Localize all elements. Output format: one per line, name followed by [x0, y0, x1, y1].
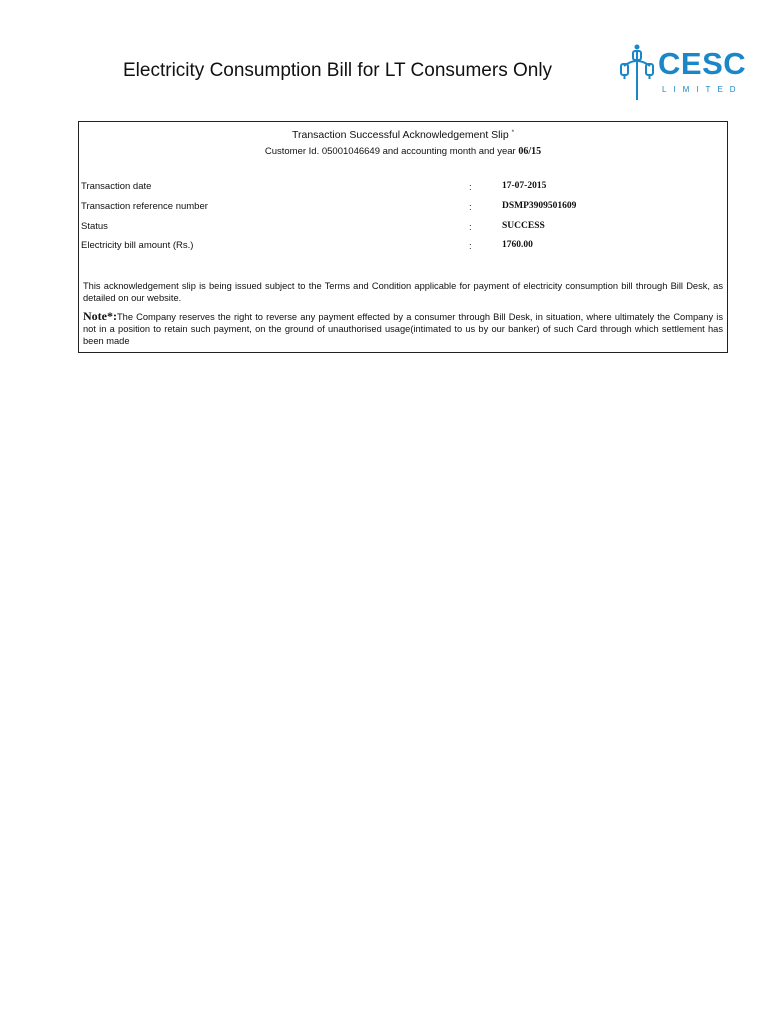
street-lamp-icon — [620, 42, 660, 102]
row-status — [81, 221, 727, 235]
row-label: Electricity bill amount (Rs.) — [81, 240, 194, 251]
logo-subtext: LIMITED — [662, 85, 743, 94]
note-text: The Company reserves the right to reverse any payment effected by a consumer through Bill Desk, in situation, where ultimately the Company is not in a position to retain such payment, on the ground of unauthorised usage(intimated to us by our banker) of such Card through which settlement has been made — [83, 312, 723, 346]
acknowledgement-slip — [78, 121, 728, 353]
accounting-period: 06/15 — [518, 146, 542, 157]
row-bill-amount — [81, 240, 727, 254]
company-logo — [620, 42, 747, 102]
row-label: Transaction reference number — [81, 201, 208, 212]
title-asterisk: * — [511, 129, 515, 136]
row-separator: : — [469, 222, 472, 233]
slip-title — [79, 129, 727, 141]
row-separator: : — [469, 202, 472, 213]
row-label: Status — [81, 221, 108, 232]
row-separator: : — [469, 182, 472, 193]
row-value: 1760.00 — [502, 240, 533, 250]
slip-subtitle — [79, 146, 727, 157]
customer-id-text: Customer Id. 05001046649 and accounting month and year — [264, 146, 516, 157]
note-block — [83, 310, 723, 347]
row-separator: : — [469, 241, 472, 252]
disclaimer-text: This acknowledgement slip is being issued subject to the Terms and Condition applicable for payment of electricity consumption bill through Bill Desk, as detailed on our website. — [83, 281, 723, 303]
row-value: 17-07-2015 — [502, 181, 547, 191]
slip-title-text: Transaction Successful Acknowledgement Slip — [291, 129, 509, 141]
row-label: Transaction date — [81, 181, 152, 192]
page-title: Electricity Consumption Bill for LT Consumers Only — [123, 60, 553, 81]
note-label: Note*: — [83, 309, 117, 323]
row-value: SUCCESS — [502, 221, 545, 231]
logo-wordmark: CESC — [658, 46, 747, 81]
row-transaction-date — [81, 181, 727, 195]
row-transaction-reference — [81, 201, 727, 215]
row-value: DSMP3909501609 — [502, 201, 577, 211]
